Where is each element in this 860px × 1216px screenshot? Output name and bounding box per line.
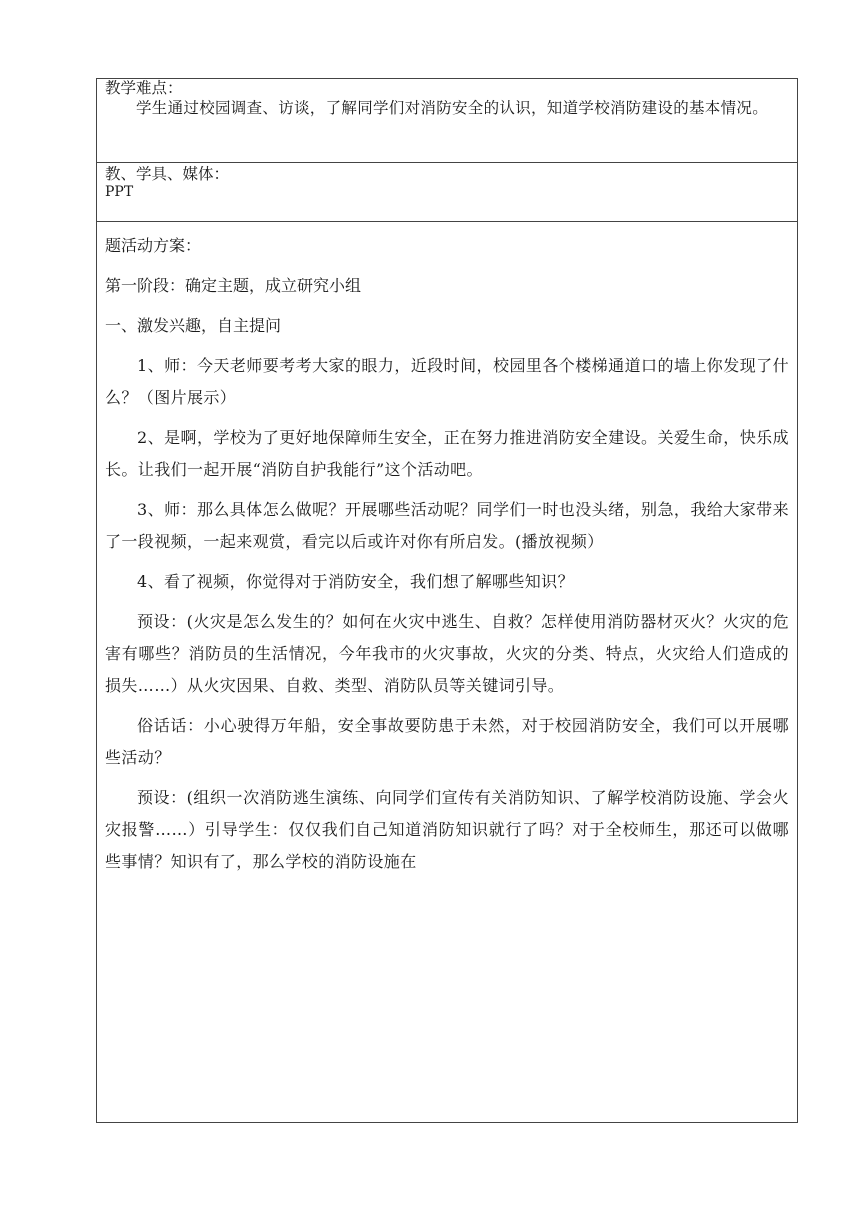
teaching-media-label: 教、学具、媒体：	[105, 165, 230, 183]
activity-plan-cell	[97, 222, 797, 1122]
teaching-media-cell	[97, 163, 797, 222]
teaching-media-value: PPT	[105, 184, 134, 200]
plan-paragraph: 3、师：那么具体怎么做呢？开展哪些活动呢？同学们一时也没头绪，别急，我给大家带来了一段视频，一起来观赏，看完以后或许对你有所启发。(播放视频）	[105, 500, 789, 551]
plan-paragraph: 1、师：今天老师要考考大家的眼力，近段时间，校园里各个楼梯通道口的墙上你发现了什么？（图片展示）	[105, 356, 789, 407]
lesson-plan-table	[96, 78, 798, 1123]
teaching-difficulty-text: 学生通过校园调查、访谈，了解同学们对消防安全的认识，知道学校消防建设的基本情况。	[136, 99, 769, 117]
plan-title: 题活动方案：	[105, 236, 202, 255]
plan-section-heading: 一、激发兴趣，自主提问	[105, 316, 282, 335]
plan-paragraph: 俗话话：小心驶得万年船，安全事故要防患于未然，对于校园消防安全，我们可以开展哪些活动？	[105, 716, 789, 767]
teaching-difficulty-cell	[97, 79, 797, 163]
plan-paragraph: 预设：(组织一次消防逃生演练、向同学们宣传有关消防知识、了解学校消防设施、学会火灾报警……）引导学生：仅仅我们自己知道消防知识就行了吗？对于全校师生，那还可以做哪些事情？知识有了，那么学校的消防设施在	[105, 788, 789, 871]
plan-stage-heading: 第一阶段：确定主题，成立研究小组	[105, 276, 362, 295]
plan-paragraph: 4、看了视频，你觉得对于消防安全，我们想了解哪些知识？	[137, 572, 574, 591]
teaching-difficulty-label: 教学难点：	[105, 79, 183, 97]
plan-paragraph: 2、是啊，学校为了更好地保障师生安全，正在努力推进消防安全建设。关爱生命，快乐成长。让我们一起开展“消防自护我能行”这个活动吧。	[105, 428, 789, 479]
plan-paragraph: 预设：(火灾是怎么发生的？如何在火灾中逃生、自救？怎样使用消防器材灭火？火灾的危害有哪些？消防员的生活情况，今年我市的火灾事故，火灾的分类、特点，火灾给人们造成的损失……）从火灾因果、自救、类型、消防队员等关键词引导。	[105, 612, 789, 695]
